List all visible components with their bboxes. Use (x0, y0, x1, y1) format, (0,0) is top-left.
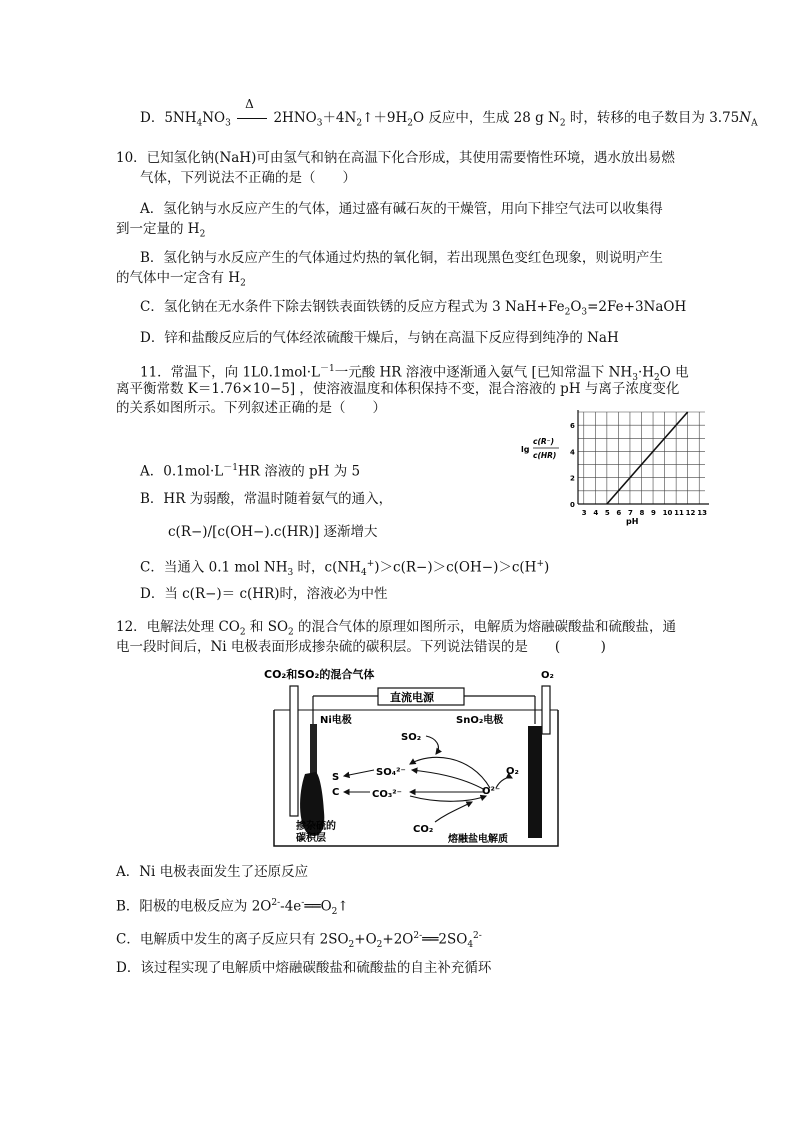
chart-xtick-label: 6 (616, 509, 622, 517)
q11-option-b-line2: c(R−)/[c(OH−).c(HR)] 逐渐增大 (168, 524, 378, 540)
chart-xtick-label: 4 (593, 509, 599, 517)
gas-mixture-label: CO₂和SO₂的混合气体 (264, 668, 375, 681)
q10-option-c: C．氢化钠在无水条件下除去钢铁表面铁锈的反应方程式为 3 $NaH+Fe_2O_3=2Fe+3NaOH$ (140, 299, 687, 318)
delta-symbol: Δ (245, 97, 254, 111)
chart-xtick-label: 12 (685, 509, 696, 517)
chart-ytick-label: 6 (570, 422, 575, 431)
chart-xtick-label: 11 (674, 509, 684, 517)
q10-option-b-line1: B．氢化钠与水反应产生的气体通过灼热的氧化铜，若出现黑色变红色现象，则说明产生 (140, 250, 663, 266)
q12-option-a: A．Ni 电极表面发生了还原反应 (116, 864, 309, 880)
chart-xlabel: pH (626, 517, 639, 526)
q11-option-a: A．$0.1mol\cdot L^{-1}HR$ 溶液的 pH 为 5 (140, 463, 361, 480)
o2-minus-label: O²⁻ (482, 786, 501, 797)
q10-stem-line2: 气体，下列说法不正确的是（ ） (140, 170, 356, 186)
q11-stem-line3: 的关系如图所示。下列叙述正确的是（ ） (116, 400, 386, 416)
chart-xtick-label: 5 (604, 509, 610, 517)
c-label: C (332, 787, 340, 798)
q12-option-b: B．阳极的电极反应为 $2O^{2-}-4e^-══O_2↑$ (116, 898, 349, 918)
q11-option-d: D．当 c(R−)＝ c(HR)时，溶液必为中性 (140, 586, 388, 602)
so2-label: SO₂ (401, 732, 422, 743)
co3-label: CO₃²⁻ (372, 789, 402, 800)
q10-option-a-line1: A．氢化钠与水反应产生的气体，通过盛有碱石灰的干燥管，用向下排空气法可以收集得 (140, 201, 663, 217)
gas-inlet-tube (290, 686, 298, 816)
chart-xtick-label: 7 (627, 509, 633, 517)
q12-option-c: C．电解质中发生的离子反应只有 $2SO_2+O_2+2O^{2-}══2SO_4^{2-}$ (116, 931, 482, 951)
q12-stem-line1: 12．电解法处理 $CO_2$ 和 $SO_2$ 的混合气体的原理如图所示，电解质为熔融碳酸盐和硫酸盐，通 (116, 619, 677, 638)
q11-stem-line2: 离平衡常数 K＝1.76×10−5] ，使溶液温度和体积保持不变，混合溶液的 pH 与离子浓度变化 (116, 381, 680, 397)
chart-ytick-label: 4 (570, 448, 575, 457)
chart-xtick-label: 8 (639, 509, 645, 517)
q11-option-c: C．当通入 0.1 mol $NH_3$ 时，$c(NH_4^+)>c(R-)>c(OH-)>c(H^+)$ (140, 559, 550, 579)
chart-ylabel-prefix: lg (521, 445, 530, 454)
chart-ytick-label: 2 (570, 474, 575, 483)
q11-stem-line1: 11．常温下，向 $1L0.1mol\cdot L^{-1}$一元酸 HR 溶液中逐渐通入氨气 [已知常温下 $NH_3\cdot H_2O$ 电 (140, 364, 689, 384)
q12-option-d: D．该过程实现了电解质中熔融碳酸盐和硫酸盐的自主补充循环 (116, 960, 492, 976)
s-label: S (332, 772, 340, 783)
ni-electrode-label: Ni电极 (320, 715, 352, 726)
q10-option-d: D．锌和盐酸反应后的气体经浓硫酸干燥后，与钠在高温下反应得到纯净的 NaH (140, 330, 619, 346)
o2-inner-label: O₂ (506, 766, 519, 777)
q10-option-b-line2: 的气体中一定含有 $H_2$ (116, 270, 246, 289)
chart-series-line (607, 412, 688, 504)
chart-xtick-label: 13 (697, 509, 707, 517)
dc-power-label: 直流电源 (390, 691, 434, 704)
q12-stem-line2: 电一段时间后，Ni 电极表面形成掺杂硫的碳积层。下列说法错误的是 ( ) (116, 639, 606, 655)
chart-xtick-label: 9 (651, 509, 656, 517)
chart-xtick-label: 10 (662, 509, 673, 517)
chart-ylabel-bottom: c(HR) (533, 451, 557, 460)
chart-xtick-label: 3 (581, 509, 587, 517)
electrolyte-label: 熔融盐电解质 (448, 834, 508, 845)
o2-outlet-label: O₂ (541, 670, 554, 681)
q10-stem-line1: 10．已知氢化钠(NaH)可由氢气和钠在高温下化合形成，其使用需要惰性环境，遇水放出易燃 (116, 150, 675, 166)
q11-chart (515, 408, 715, 528)
carbon-layer-label-2: 碳积层 (296, 833, 326, 844)
chart-ytick-label: 0 (570, 501, 575, 509)
sno2-electrode (528, 726, 542, 838)
o2-outlet-tube (542, 686, 550, 734)
q9-option-d: D．$5NH_4NO_3$ Δ $2HNO_3+4N_2↑+9H_2O$ 反应中，生成 28 g $N_2$ 时，转移的电子数目为 $3.75N_A$ (140, 97, 758, 129)
sno2-electrode-label: SnO₂电极 (456, 715, 504, 726)
electrolysis-diagram (260, 664, 560, 848)
carbon-layer-label-1: 掺杂硫的 (296, 821, 336, 832)
chart-ylabel-top: c(R⁻) (533, 437, 555, 446)
so4-label: SO₄²⁻ (376, 767, 406, 778)
q10-option-a-line2: 到一定量的 $H_2$ (116, 221, 206, 240)
ni-electrode (310, 724, 317, 774)
q11-option-b-line1: B．HR 为弱酸，常温时随着氨气的通入， (140, 491, 393, 507)
co2-label: CO₂ (413, 824, 434, 835)
